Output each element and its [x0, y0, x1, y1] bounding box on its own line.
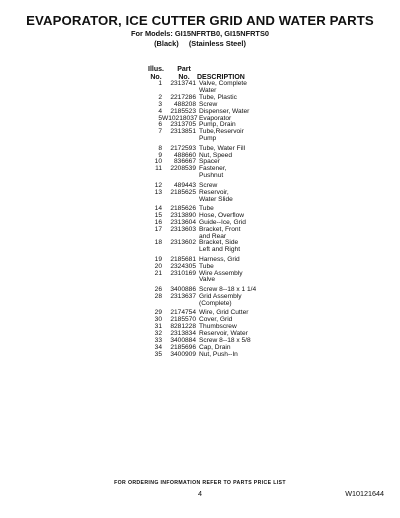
table-row	[138, 240, 308, 254]
illus-header-line-1: Illus.	[148, 66, 164, 73]
illus-number: 18	[154, 239, 162, 247]
document-number: W10121644	[345, 489, 384, 498]
illus-number: 17	[154, 225, 162, 233]
table-row	[138, 352, 308, 359]
part-number: 2313705	[170, 121, 196, 129]
description-line: Screw 8--18 x 5/8	[199, 336, 251, 344]
description-line: Screw	[199, 181, 218, 189]
illus-number: 20	[154, 262, 162, 270]
part-description	[199, 166, 308, 180]
description-line: Water	[199, 86, 217, 94]
part-column-header	[173, 66, 195, 81]
parts-list-header	[138, 66, 308, 81]
table-row	[138, 129, 308, 143]
illus-number: 30	[154, 316, 162, 323]
description-line: Bracket, Front	[199, 225, 241, 233]
part-number: 2185570	[170, 316, 196, 323]
part-number: 2313741	[170, 80, 196, 87]
description-line: Wire Assembly	[199, 269, 243, 277]
part-number: W10218037	[162, 114, 198, 122]
illus-number: 16	[154, 218, 162, 226]
description-column-header: DESCRIPTION	[197, 73, 245, 81]
description-line: Thumbscrew	[199, 322, 237, 330]
illus-number: 1	[158, 80, 162, 87]
illus-column-header	[146, 66, 166, 81]
description-line: Tube	[199, 262, 214, 270]
illus-number: 10	[154, 158, 162, 166]
illus-number: 5	[158, 114, 162, 122]
description-line: Nut, Push--In	[199, 350, 238, 358]
illus-number: 19	[154, 255, 162, 263]
table-row	[138, 166, 308, 180]
description-line: Pump, Drain	[199, 121, 236, 129]
table-row	[138, 227, 308, 241]
part-description	[199, 240, 308, 254]
part-description	[199, 129, 308, 143]
illus-number: 29	[154, 309, 162, 317]
description-line: Dispenser, Water	[199, 107, 250, 115]
part-number: 2185626	[170, 204, 196, 212]
part-number: 2313604	[170, 218, 196, 226]
part-number: 488660	[173, 151, 196, 159]
page-number: 4	[198, 489, 202, 498]
part-number: 2313834	[170, 329, 196, 337]
part-number: 2217286	[170, 93, 196, 101]
part-header-line-1: Part	[177, 66, 191, 73]
part-number: 2324305	[170, 262, 196, 270]
table-row	[138, 153, 308, 160]
variant-stainless: (Stainless Steel)	[188, 38, 246, 48]
part-number: 8281228	[170, 322, 196, 330]
description-line: Water Slide	[199, 195, 233, 203]
description-line: Tube	[199, 204, 214, 212]
illus-number: 3	[158, 100, 162, 108]
page-title: EVAPORATOR, ICE CUTTER GRID AND WATER PARTS	[26, 13, 374, 28]
part-description	[199, 271, 308, 285]
table-row	[138, 294, 308, 308]
illus-number: 21	[154, 269, 162, 277]
description-line: Cap, Drain	[199, 343, 231, 351]
illus-number: 28	[154, 292, 162, 300]
illus-number: 14	[154, 204, 162, 212]
part-description	[199, 81, 308, 95]
model-variants	[0, 39, 400, 48]
illus-header-line-2: No.	[150, 73, 162, 81]
parts-rows	[138, 81, 308, 358]
illus-number: 34	[154, 343, 162, 351]
part-number: 2208539	[170, 165, 196, 173]
part-number: 2174754	[170, 309, 196, 317]
part-number: 2172593	[170, 144, 196, 152]
variant-black: (Black)	[154, 38, 179, 48]
part-description	[199, 190, 308, 204]
illus-number: 31	[154, 322, 162, 330]
illus-number: 12	[154, 181, 162, 189]
parts-list	[138, 66, 308, 358]
part-number: 3400886	[170, 285, 196, 293]
illus-number: 13	[154, 188, 162, 196]
illus-number: 26	[154, 285, 162, 293]
illus-number: 8	[158, 144, 162, 152]
part-number: 2313637	[170, 292, 196, 300]
part-number: 2313890	[170, 211, 196, 219]
part-description	[199, 294, 308, 308]
illus-number: 2	[158, 93, 162, 101]
description-line: Nut, Speed	[199, 151, 232, 159]
illus-number: 9	[158, 151, 162, 159]
part-number: 489443	[173, 181, 196, 189]
illus-number: 7	[158, 128, 162, 136]
part-number: 2313602	[170, 239, 196, 247]
description-line: Harness, Grid	[199, 255, 240, 263]
description-line: Tube, Water Fill	[199, 144, 246, 152]
description-line: Left and Right	[199, 246, 241, 254]
table-row	[138, 95, 308, 102]
description-line: Screw 8--18 x 1 1/4	[199, 285, 257, 293]
part-number: 2185523	[170, 107, 196, 115]
description-line: (Complete)	[199, 299, 232, 307]
part-number: 836667	[173, 158, 196, 166]
description-line: Guide--Ice, Grid	[199, 218, 246, 226]
description-line: Wire, Grid Cutter	[199, 309, 249, 317]
description-line: Pump	[199, 135, 217, 143]
part-header-line-2: No.	[178, 73, 190, 81]
description-line: Grid Assembly	[199, 292, 242, 300]
part-number: 2185625	[170, 188, 196, 196]
description-line: Reservoir,	[199, 188, 229, 196]
part-number: 2185681	[170, 255, 196, 263]
description-line: Tube,Reservoir	[199, 128, 244, 136]
description-line: Valve	[199, 276, 216, 284]
description-line: Valve, Complete	[199, 80, 247, 87]
description-line: Tube, Plastic	[199, 93, 237, 101]
illus-number: 6	[158, 121, 162, 129]
part-number: 3400884	[170, 336, 196, 344]
part-number: 3400909	[170, 350, 196, 358]
illus-number: 35	[154, 350, 162, 358]
part-description	[199, 227, 308, 241]
part-number: 2313851	[170, 128, 196, 136]
description-line: Spacer	[199, 158, 220, 166]
table-row	[138, 257, 308, 264]
illus-number: 11	[155, 165, 162, 173]
description-line: Cover, Grid	[199, 316, 233, 323]
part-description	[199, 352, 308, 359]
part-number: 2185696	[170, 343, 196, 351]
illus-number: 4	[158, 107, 162, 115]
description-line: Hose, Overflow	[199, 211, 245, 219]
models-line: For Models: GI15NFRTB0, GI15NFRTS0	[131, 29, 269, 38]
part-number: 2313603	[170, 225, 196, 233]
description-line: Evaporator	[199, 114, 232, 122]
description-line: Pushnut	[199, 172, 224, 180]
part-description	[199, 257, 308, 264]
description-line: Screw	[199, 100, 218, 108]
ordering-note: FOR ORDERING INFORMATION REFER TO PARTS PRICE LIST	[114, 480, 286, 486]
description-line: Bracket, Side	[199, 239, 239, 247]
description-line: Fastener,	[199, 165, 227, 173]
table-row	[138, 271, 308, 285]
part-number: 2310169	[170, 269, 196, 277]
table-row	[138, 190, 308, 204]
illus-number: 33	[154, 336, 162, 344]
part-number: 488208	[173, 100, 196, 108]
description-line: and Rear	[199, 232, 227, 240]
table-row	[138, 81, 308, 95]
illus-number: 15	[154, 211, 162, 219]
illus-number: 32	[154, 329, 162, 337]
description-line: Reservoir, Water	[199, 329, 248, 337]
